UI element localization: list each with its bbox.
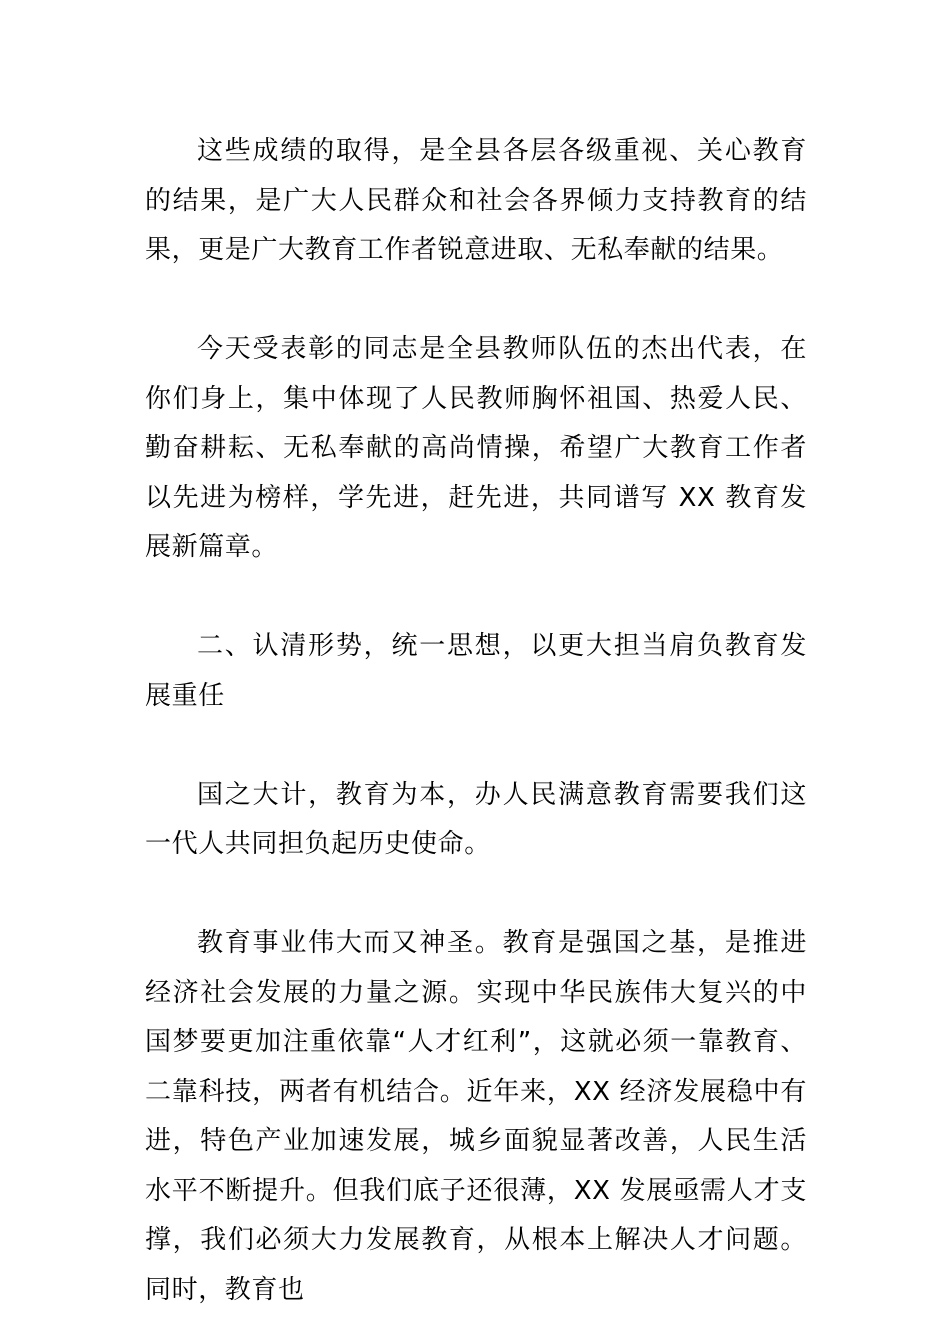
paragraph-education-mission: 教育事业伟大而又神圣。教育是强国之基，是推进经济社会发展的力量之源。实现中华民族伟大复兴的中国梦要更加注重依靠“人才红利”，这就必须一靠教育、二靠科技，两者有机结合。近年来，XX 经济发展稳中有进，特色产业加速发展，城乡面貌显著改善，人民生活水平不断提升。但我们底子还很薄，XX 发展亟需人才支撑，我们必须大力发展教育，从根本上解决人才问题。同时，教育也 <box>145 928 807 1305</box>
paragraph-achievements: 这些成绩的取得，是全县各层各级重视、关心教育的结果，是广大人民群众和社会各界倾力支持教育的结果，更是广大教育工作者锐意进取、无私奉献的结果。 <box>145 136 807 265</box>
section-heading: 二、认清形势，统一思想，以更大担当肩负教育发展重任 <box>145 631 807 711</box>
paragraph-commended-comrades: 今天受表彰的同志是全县教师队伍的杰出代表，在你们身上，集中体现了人民教师胸怀祖国、热爱人民、勤奋耕耘、无私奉献的高尚情操，希望广大教育工作者以先进为榜样，学先进，赶先进，共同谱写 XX 教育发展新篇章。 <box>145 334 807 562</box>
document-body <box>145 127 807 1315</box>
paragraph-national-plan: 国之大计，教育为本，办人民满意教育需要我们这一代人共同担负起历史使命。 <box>145 779 807 859</box>
